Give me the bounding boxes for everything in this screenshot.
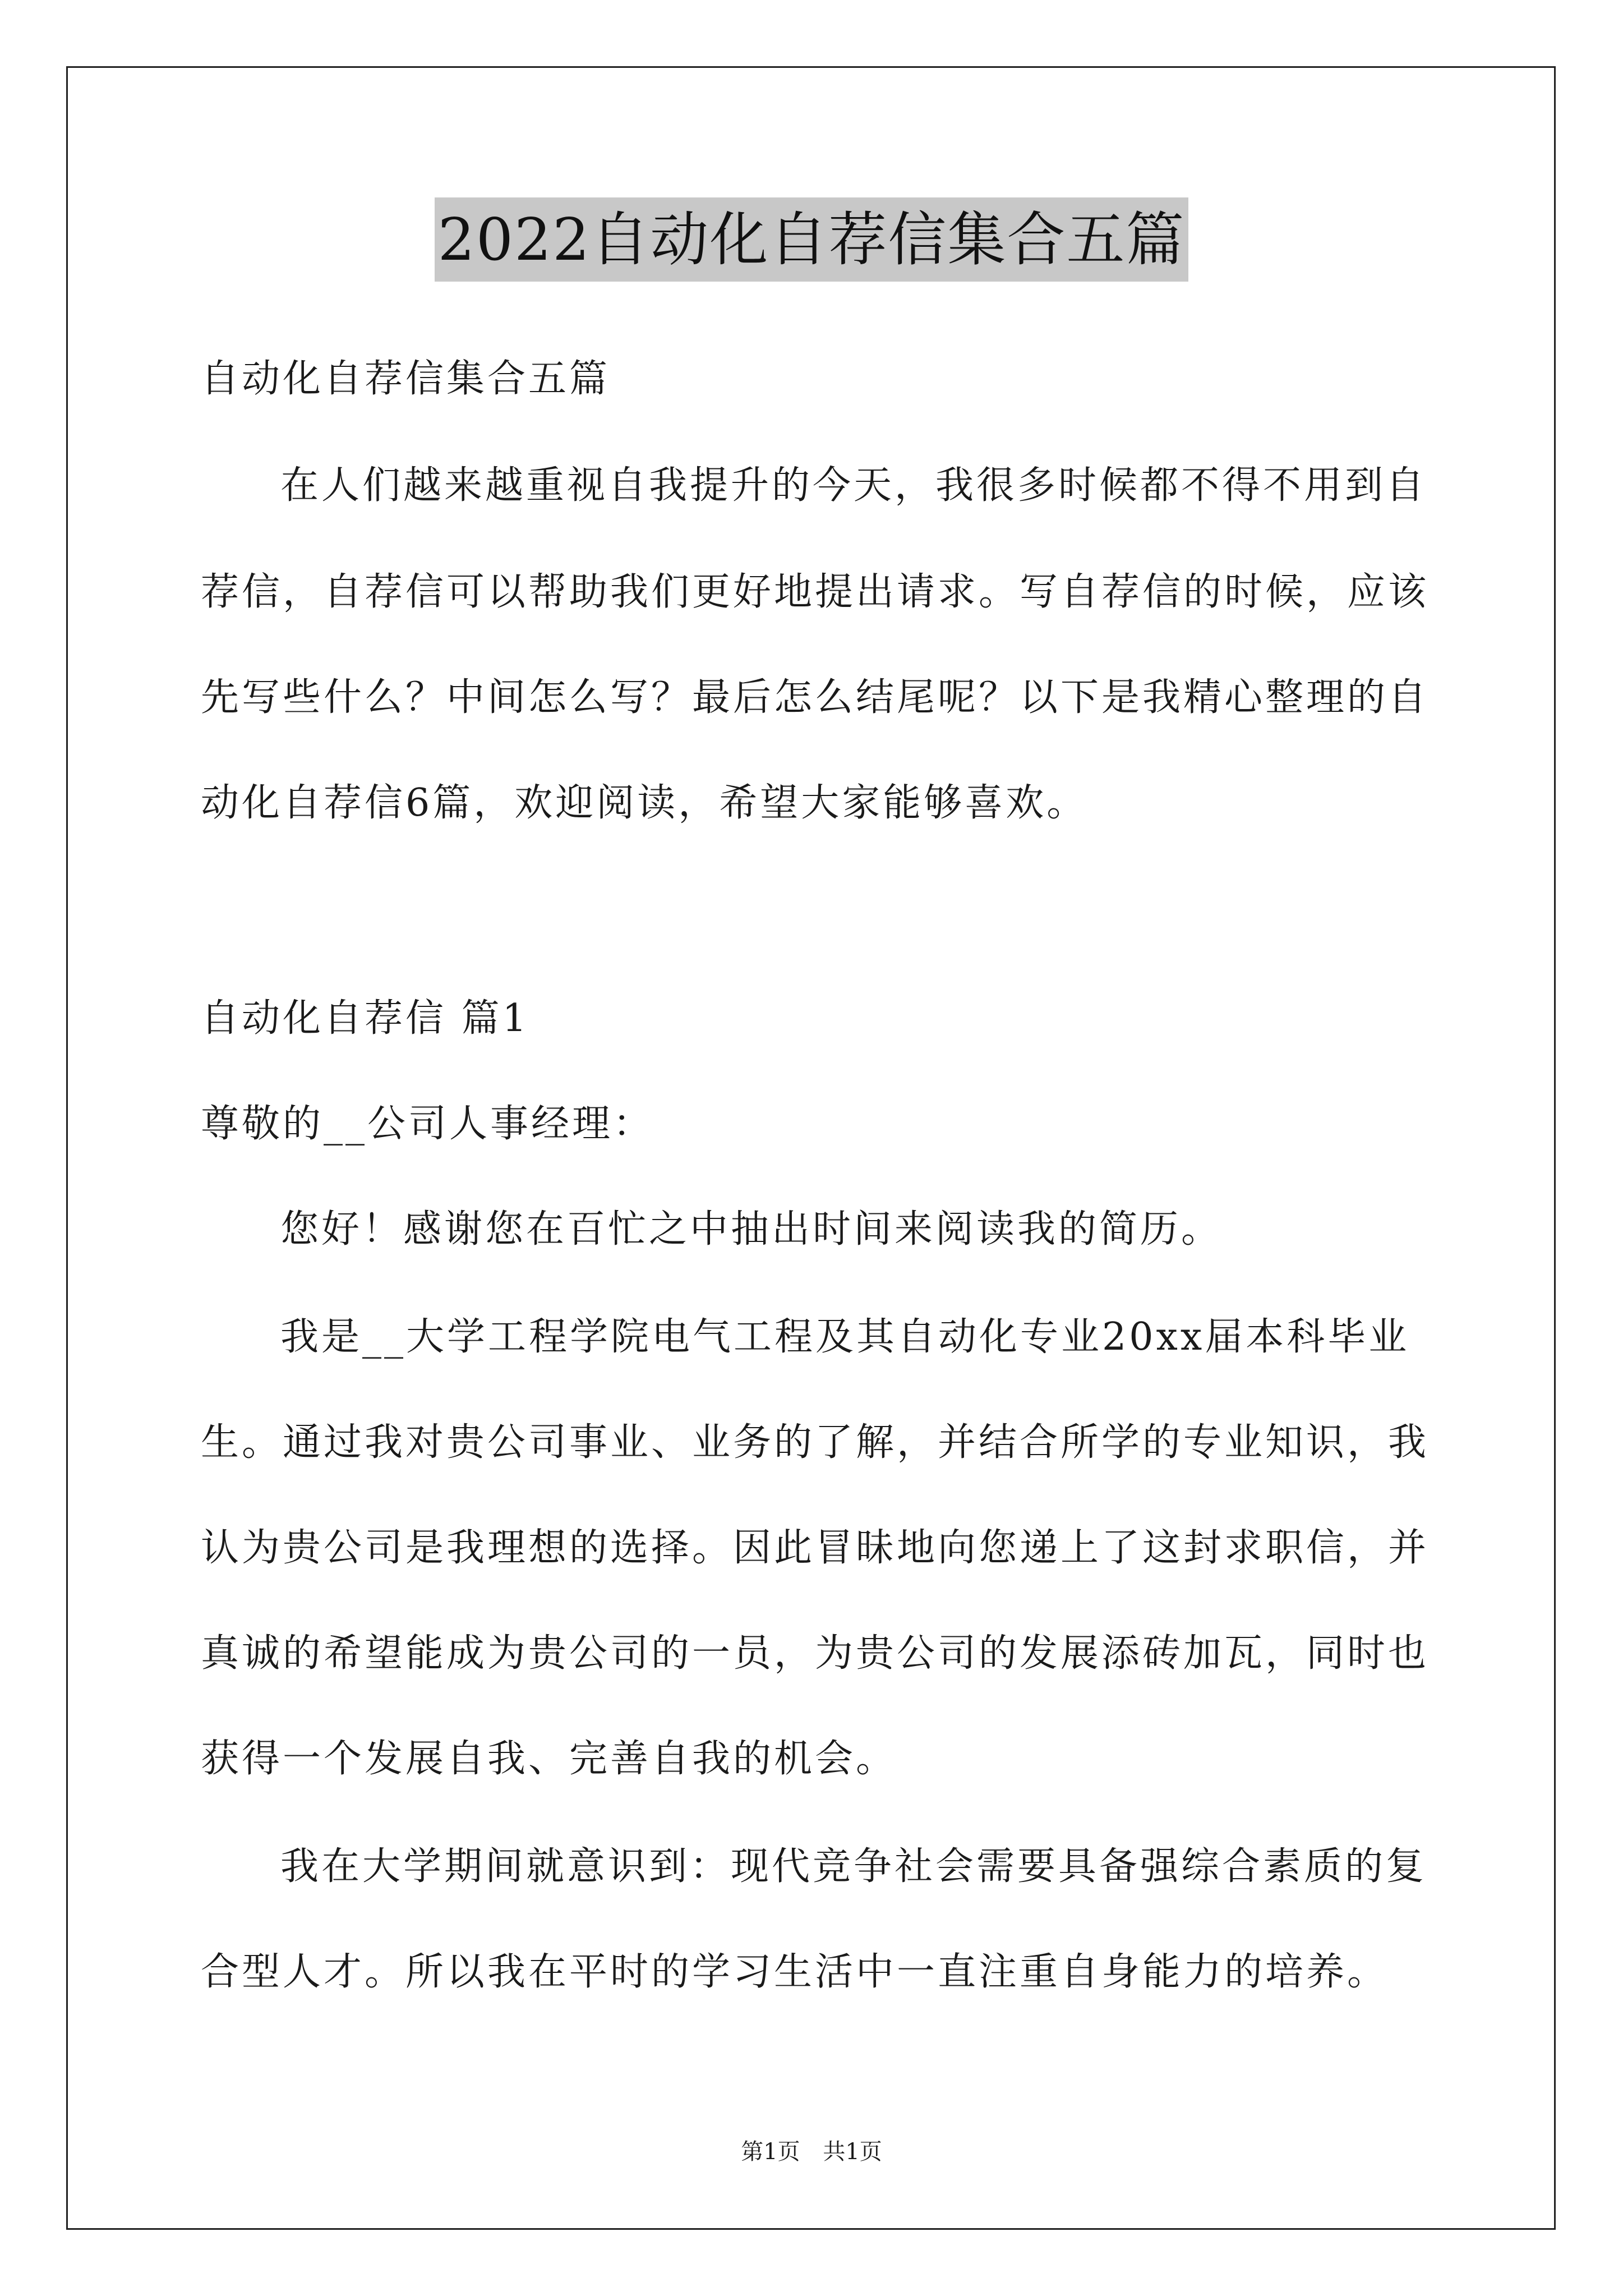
- salutation-line: 尊敬的__公司人事经理：: [201, 1102, 654, 1146]
- page-number: 第1页: [741, 2139, 800, 2165]
- intro-line-4: 动化自荐信6篇，欢迎阅读，希望大家能够喜欢。: [201, 781, 1088, 825]
- body-line-7: 合型人才。所以我在平时的学习生活中一直注重自身能力的培养。: [201, 1950, 1389, 1994]
- page-total: 共1页: [823, 2139, 882, 2165]
- title-container: [0, 197, 1623, 282]
- intro-line-3: 先写些什么？中间怎么写？最后怎么结尾呢？以下是我精心整理的自: [201, 675, 1430, 720]
- section-heading: 自动化自荐信 篇1: [201, 996, 529, 1041]
- body-line-6: 我在大学期间就意识到：现代竞争社会需要具备强综合素质的复: [280, 1844, 1427, 1889]
- body-line-5: 获得一个发展自我、完善自我的机会。: [201, 1737, 897, 1781]
- intro-line-1: 在人们越来越重视自我提升的今天，我很多时候都不得不用到自: [280, 463, 1427, 508]
- document-title: 2022自动化自荐信集合五篇: [435, 197, 1189, 282]
- body-line-2: 生。通过我对贵公司事业、业务的了解，并结合所学的专业知识，我: [201, 1420, 1430, 1465]
- subtitle-line: 自动化自荐信集合五篇: [201, 357, 611, 401]
- greeting-line: 您好！感谢您在百忙之中抽出时间来阅读我的简历。: [280, 1207, 1223, 1251]
- body-line-3: 认为贵公司是我理想的选择。因此冒昧地向您递上了这封求职信，并: [201, 1526, 1430, 1570]
- intro-line-2: 荐信，自荐信可以帮助我们更好地提出请求。写自荐信的时候，应该: [201, 570, 1430, 614]
- body-line-4: 真诚的希望能成为贵公司的一员，为贵公司的发展添砖加瓦，同时也: [201, 1631, 1430, 1676]
- body-line-1: 我是__大学工程学院电气工程及其自动化专业20xx届本科毕业: [280, 1315, 1410, 1359]
- page-footer: [0, 2136, 1623, 2168]
